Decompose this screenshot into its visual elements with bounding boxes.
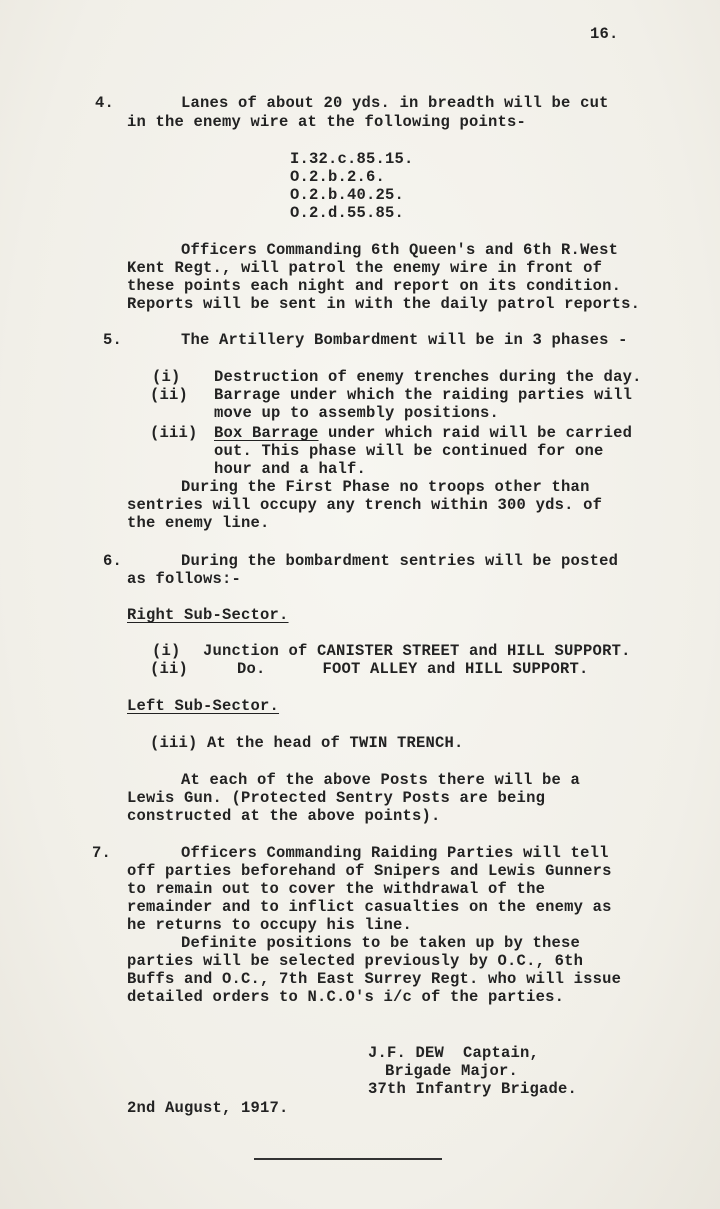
first-phase-line-2: sentries will occupy any trench within 300 yds. of <box>127 496 603 514</box>
para7-line-8: Buffs and O.C., 7th East Surrey Regt. who will issue <box>127 970 622 988</box>
para4-number: 4. <box>95 94 115 112</box>
para5-number: 5. <box>103 331 123 349</box>
para7-line-1: Officers Commanding Raiding Parties will tell <box>181 844 609 862</box>
map-ref-3: O.2.b.40.25. <box>290 186 405 204</box>
box-barrage-term: Box Barrage <box>214 424 319 442</box>
para4-patrol-line-4: Reports will be sent in with the daily patrol reports. <box>127 295 641 313</box>
para7-number: 7. <box>92 844 112 862</box>
phase3-line-1 <box>214 425 632 443</box>
map-ref-2: O.2.b.2.6. <box>290 168 386 186</box>
para7-line-6: Definite positions to be taken up by these <box>181 934 581 952</box>
para6-line-1: During the bombardment sentries will be posted <box>181 552 619 570</box>
left-subsector-heading: Left Sub-Sector. <box>127 697 280 715</box>
phase3-line-2: out. This phase will be continued for one <box>214 442 604 460</box>
para7-line-5: he returns to occupy his line. <box>127 916 413 934</box>
phase3-number: (iii) <box>150 424 198 442</box>
first-phase-line-3: the enemy line. <box>127 514 270 532</box>
para6-line-2: as follows:- <box>127 570 242 588</box>
para5-intro: The Artillery Bombardment will be in 3 phases - <box>181 331 628 349</box>
sentry-post-1-number: (i) <box>152 642 181 660</box>
para7-line-4: remainder and to inflict casualties on the enemy as <box>127 898 612 916</box>
phase2-number: (ii) <box>150 386 189 404</box>
lewis-gun-line-3: constructed at the above points). <box>127 807 441 825</box>
right-subsector-heading: Right Sub-Sector. <box>127 606 289 624</box>
para4-patrol-line-3: these points each night and report on its condition. <box>127 277 622 295</box>
page-number: 16. <box>590 25 619 43</box>
para7-line-2: off parties beforehand of Snipers and Lewis Gunners <box>127 862 612 880</box>
sentry-post-3: (iii) At the head of TWIN TRENCH. <box>150 734 464 752</box>
sentry-post-2-text: Do. FOOT ALLEY and HILL SUPPORT. <box>237 660 589 678</box>
lewis-gun-line-1: At each of the above Posts there will be a <box>181 771 581 789</box>
closing-rule <box>254 1158 442 1160</box>
para6-number: 6. <box>103 552 123 570</box>
sentry-post-2-number: (ii) <box>150 660 189 678</box>
signature-role: Brigade Major. <box>385 1062 519 1080</box>
phase3-line-3: hour and a half. <box>214 460 367 478</box>
para4-line-1: Lanes of about 20 yds. in breadth will be cut <box>181 94 609 112</box>
para4-line-2: in the enemy wire at the following points- <box>127 113 527 131</box>
para7-line-7: parties will be selected previously by O.C., 6th <box>127 952 584 970</box>
first-phase-line-1: During the First Phase no troops other than <box>181 478 590 496</box>
phase1-number: (i) <box>152 368 181 386</box>
phase3-line-1-rest: under which raid will be carried <box>318 424 633 442</box>
para7-line-9: detailed orders to N.C.O's i/c of the parties. <box>127 988 565 1006</box>
phase2-line-1: Barrage under which the raiding parties will <box>214 386 633 404</box>
signature-name: J.F. DEW Captain, <box>368 1044 540 1062</box>
lewis-gun-line-2: Lewis Gun. (Protected Sentry Posts are being <box>127 789 546 807</box>
map-ref-1: I.32.c.85.15. <box>290 150 414 168</box>
phase1-text: Destruction of enemy trenches during the day. <box>214 368 642 386</box>
para4-patrol-line-2: Kent Regt., will patrol the enemy wire in front of <box>127 259 603 277</box>
document-date: 2nd August, 1917. <box>127 1099 289 1117</box>
para7-line-3: to remain out to cover the withdrawal of the <box>127 880 546 898</box>
para4-patrol-line-1: Officers Commanding 6th Queen's and 6th R.West <box>181 241 619 259</box>
sentry-post-1-text: Junction of CANISTER STREET and HILL SUPPORT. <box>203 642 631 660</box>
signature-unit: 37th Infantry Brigade. <box>368 1080 578 1098</box>
phase2-line-2: move up to assembly positions. <box>214 404 500 422</box>
map-ref-4: O.2.d.55.85. <box>290 204 405 222</box>
